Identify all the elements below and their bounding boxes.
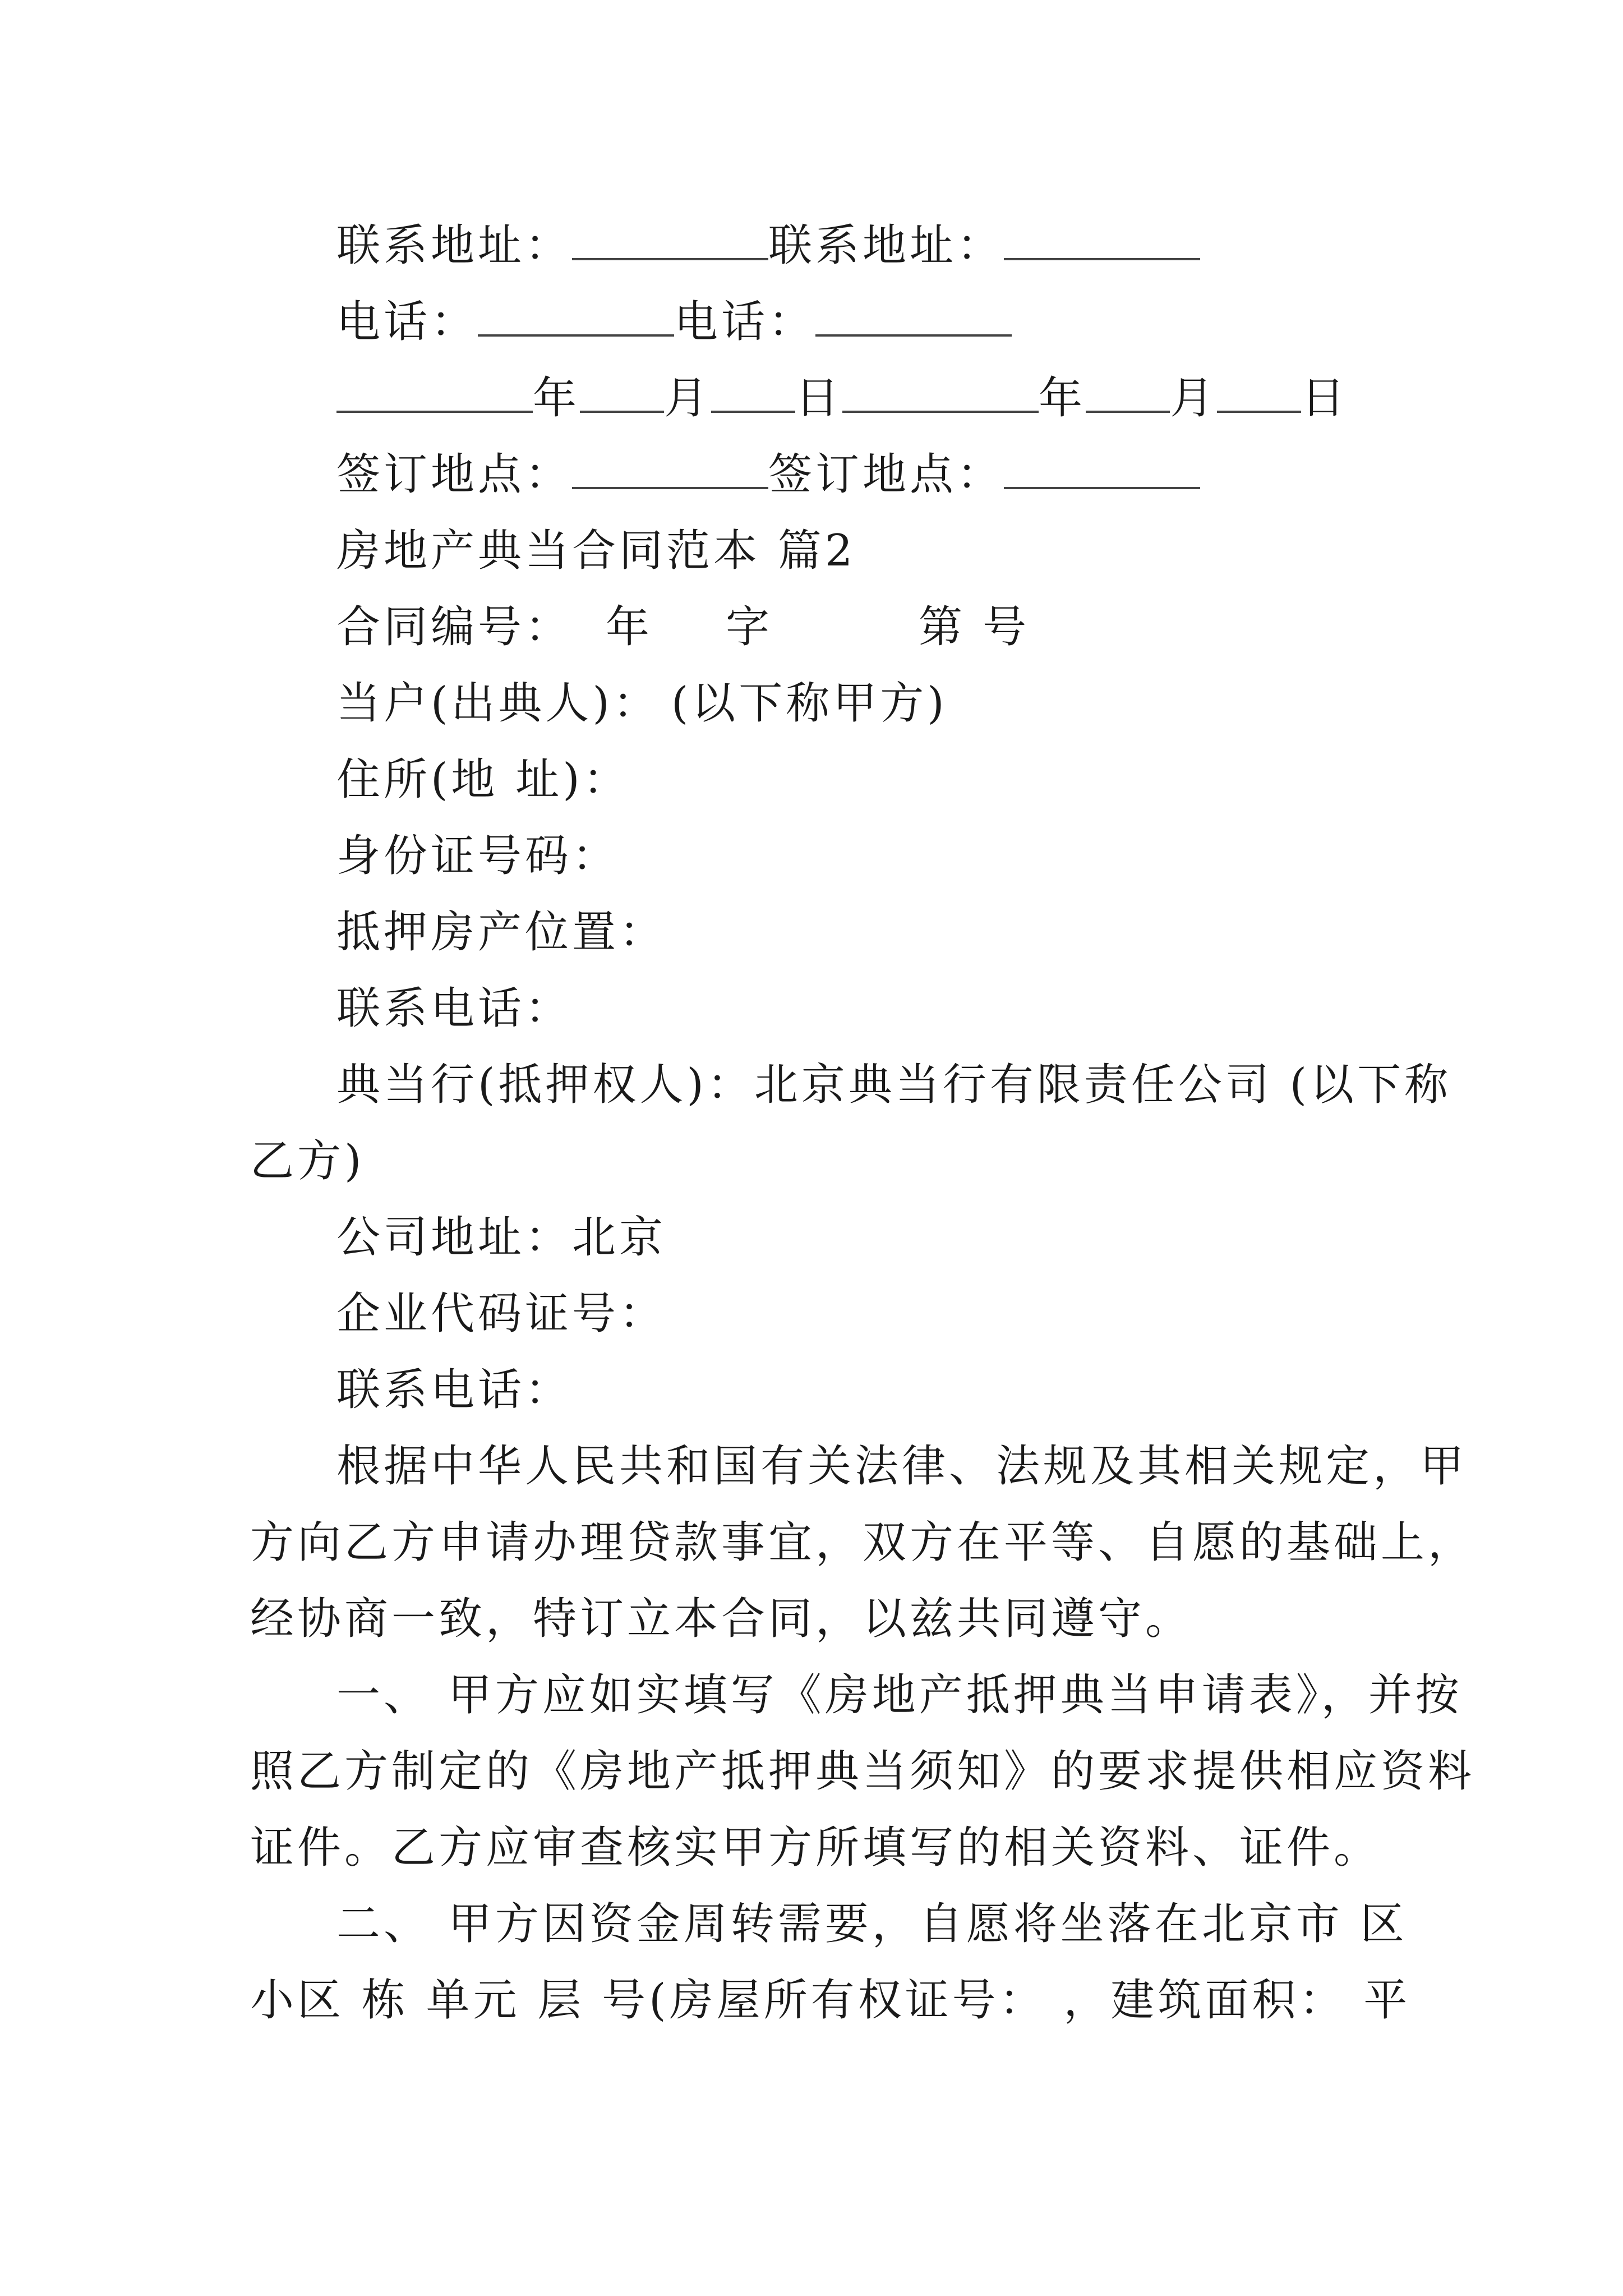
party-a-phone-label: 电话：: [336, 297, 478, 347]
clause-2-line-2: 小区 栋 单元 层 号(房屋所有权证号： ，建筑面积： 平: [250, 1975, 1411, 2026]
party-b-year-blank: [842, 370, 1039, 413]
party-a-year-label: 年: [533, 373, 580, 424]
signature-phone-row: [0, 294, 1623, 350]
party-b-place-label: 签订地点：: [768, 449, 1004, 500]
party-a-year-blank: [336, 370, 533, 413]
party-b-month-blank: [1086, 370, 1170, 413]
signature-date-row: [0, 370, 1623, 426]
party-b-phone-label: 电话：: [674, 297, 816, 347]
party-a-month-blank: [580, 370, 664, 413]
party-b-year-label: 年: [1039, 373, 1086, 424]
party-a-label: 当户(出典人)：: [336, 678, 660, 729]
party-b-month-label: 月: [1170, 373, 1218, 424]
party-a-phone-blank: [478, 294, 674, 337]
contract-number-hao: 号: [983, 602, 1030, 652]
party-a-month-label: 月: [664, 373, 712, 424]
contract-number-zi: 字: [726, 602, 773, 652]
party-a-id-number: 身份证号码：: [336, 831, 620, 881]
clause-2-line-1: 二、 甲方因资金周转需要，自愿将坐落在北京市 区: [336, 1899, 1408, 1949]
clause-1-line-1: 一、 甲方应如实填写《房地产抵押典当申请表》，并按: [336, 1670, 1463, 1720]
contract-number-year: 年: [606, 602, 653, 652]
party-a-place-label: 签订地点：: [336, 449, 573, 500]
party-a-address: 住所(地 址)：: [336, 754, 630, 805]
contract-number-row: [0, 599, 1623, 655]
party-b-address-blank: [1004, 218, 1200, 260]
party-b-address-label: 联系地址：: [768, 220, 1004, 271]
preamble-line-3: 经协商一致，特订立本合同，以兹共同遵守。: [250, 1594, 1193, 1644]
contract-number-di: 第: [919, 602, 966, 652]
party-b-address: 公司地址：北京: [336, 1212, 667, 1263]
party-b-phone: 联系电话：: [336, 1365, 573, 1415]
party-a-note: (以下称甲方): [671, 678, 948, 729]
contract-number-label: 合同编号：: [336, 602, 573, 652]
signature-place-row: [0, 447, 1623, 503]
party-a-phone: 联系电话：: [336, 983, 573, 1034]
party-b-org-code: 企业代码证号：: [336, 1289, 667, 1339]
party-a-place-blank: [572, 447, 768, 489]
section-title: 房地产典当合同范本 篇2: [336, 526, 856, 576]
party-b-day-label: 日: [1301, 373, 1349, 424]
clause-1-line-2: 照乙方制定的《房地产抵押典当须知》的要求提供相应资料: [250, 1746, 1476, 1797]
party-a-address-blank: [572, 218, 768, 260]
party-b-phone-blank: [815, 294, 1012, 337]
signature-address-row: [0, 218, 1623, 274]
clause-1-line-3: 证件。乙方应审查核实甲方所填写的相关资料、证件。: [250, 1823, 1381, 1873]
party-a-row: [0, 675, 1623, 731]
party-b-day-blank: [1217, 370, 1301, 413]
preamble-line-1: 根据中华人民共和国有关法律、法规及其相关规定，甲: [336, 1441, 1468, 1492]
party-a-day-blank: [711, 370, 795, 413]
party-a-day-label: 日: [795, 373, 843, 424]
party-a-property-location: 抵押房产位置：: [336, 907, 667, 958]
party-b-line-2: 乙方): [250, 1136, 365, 1186]
party-b-line-1: 典当行(抵押权人)：北京典当行有限责任公司 (以下称: [336, 1060, 1452, 1110]
party-b-place-blank: [1004, 447, 1200, 489]
party-a-address-label: 联系地址：: [336, 220, 573, 271]
preamble-line-2: 方向乙方申请办理贷款事宜，双方在平等、自愿的基础上，: [250, 1517, 1476, 1568]
